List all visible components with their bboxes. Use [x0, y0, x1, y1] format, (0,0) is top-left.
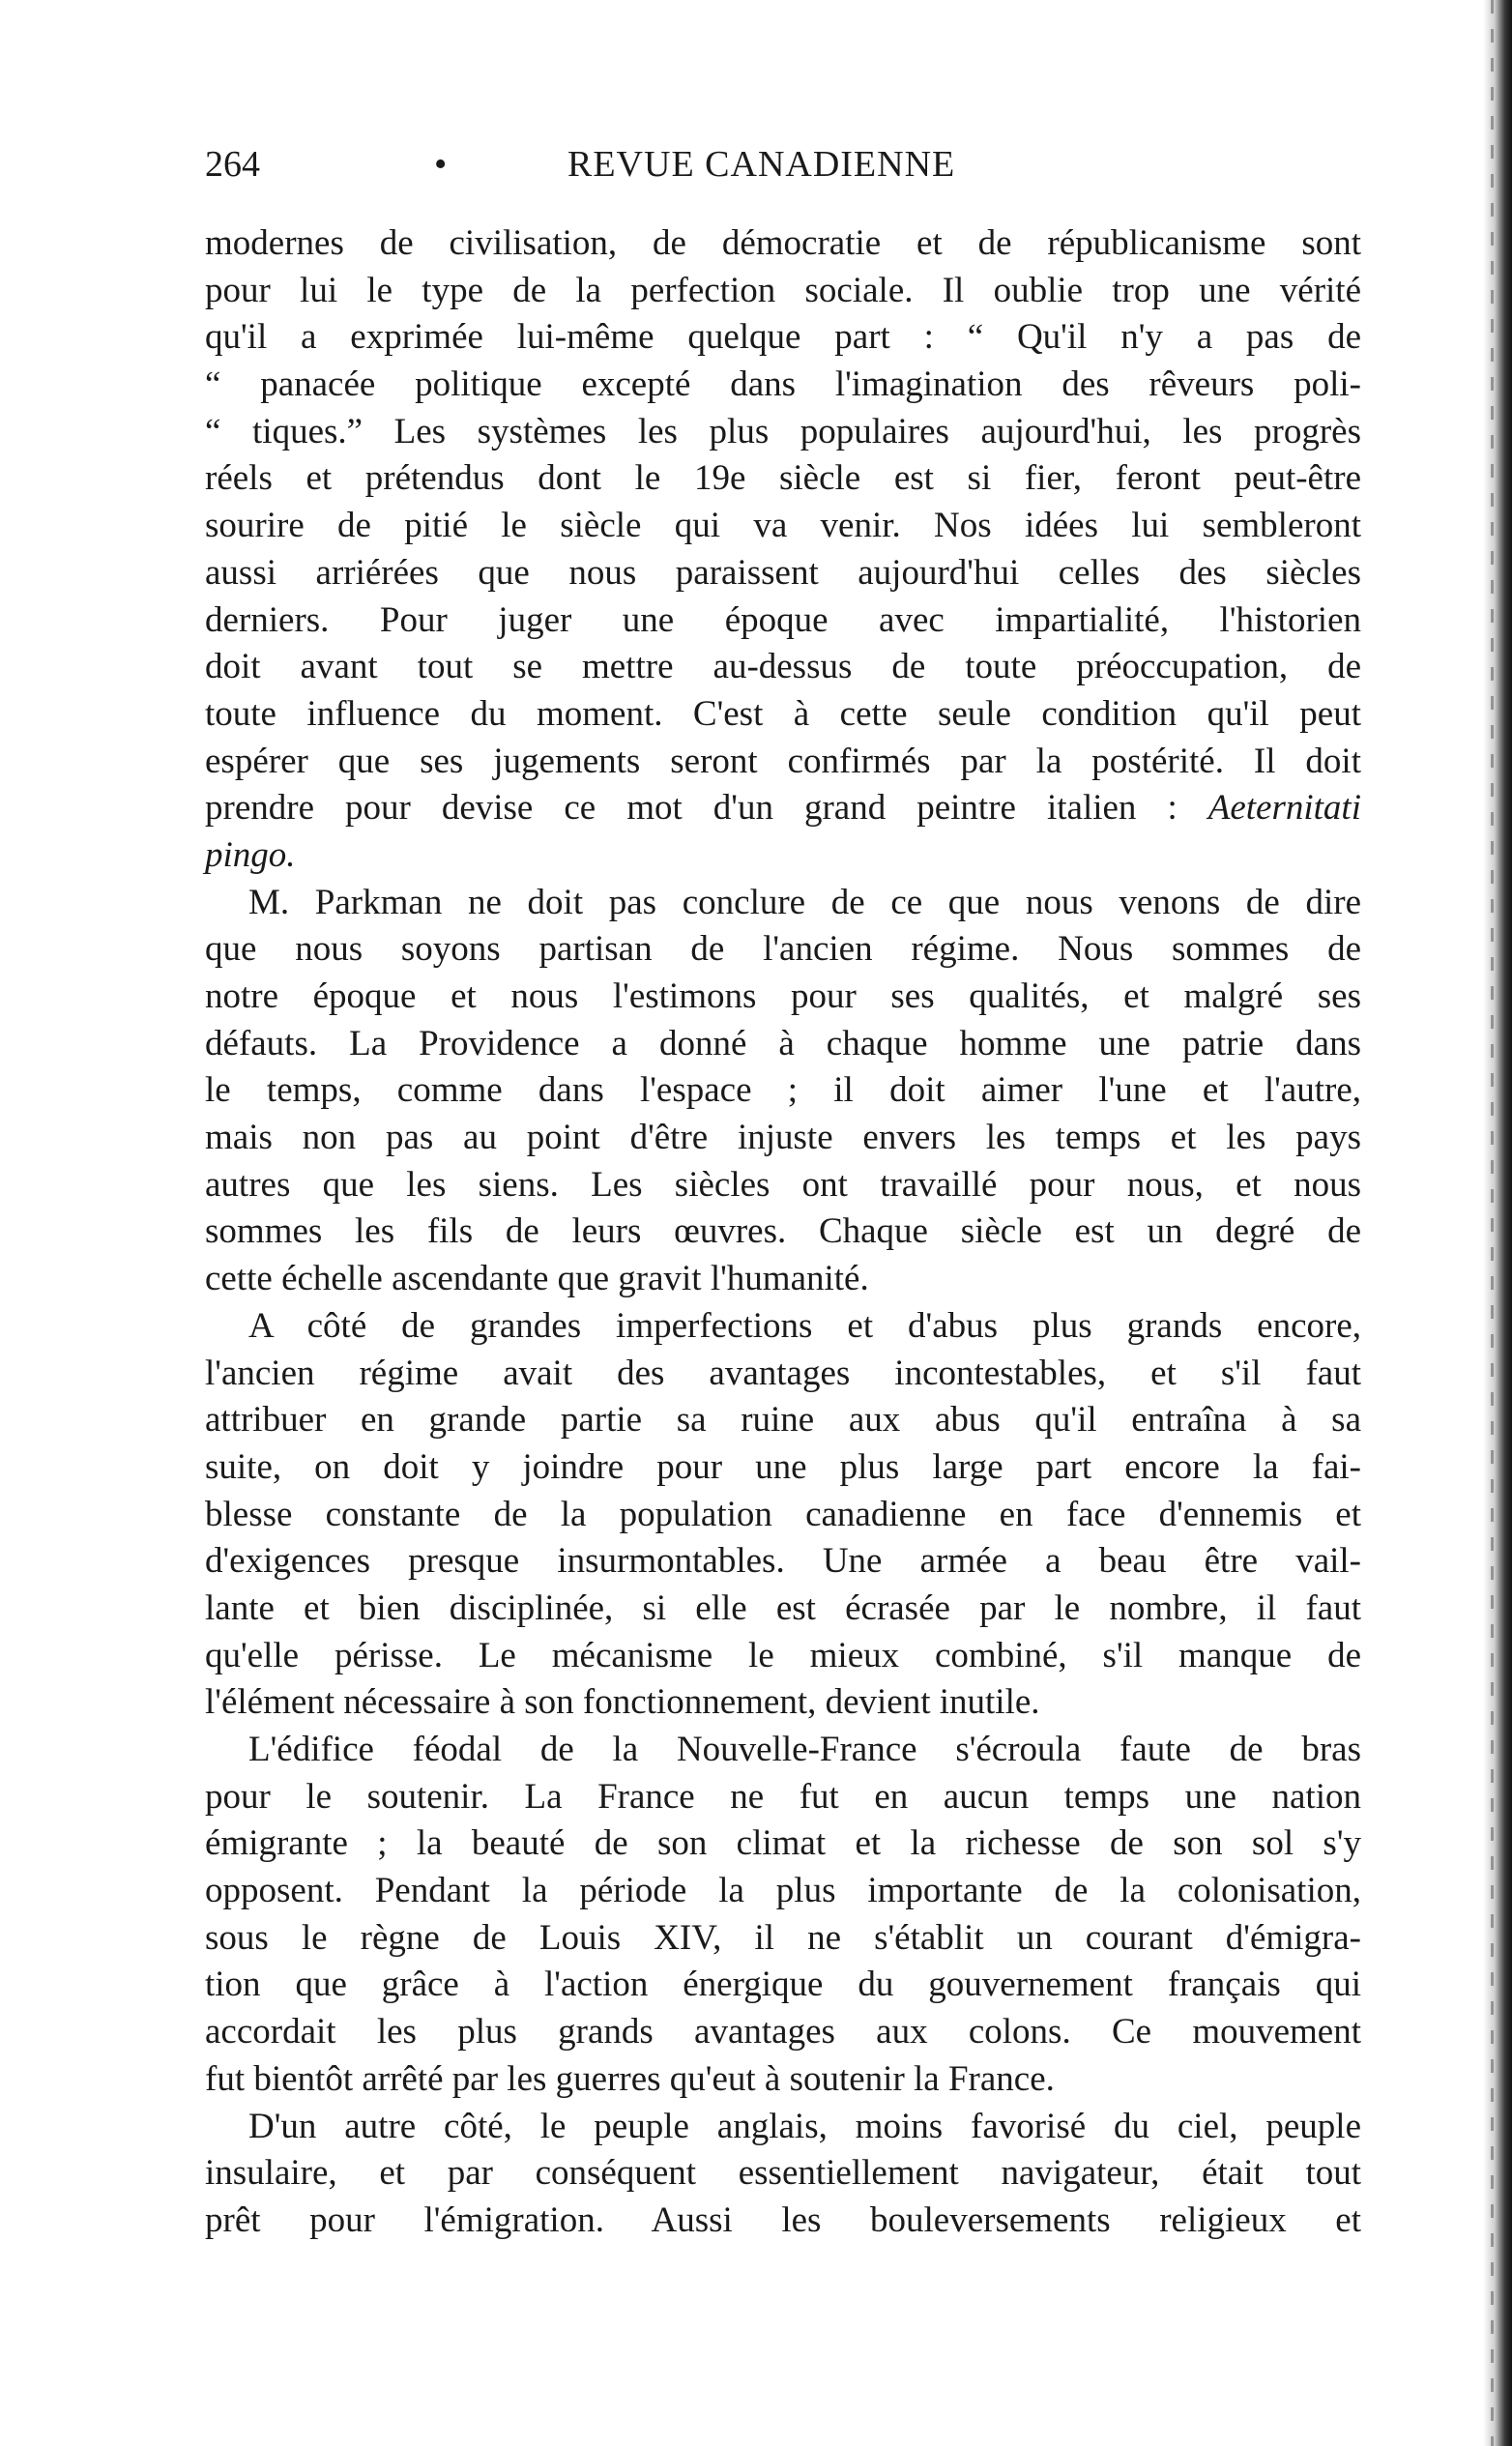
text-line: d'exigences presque insurmontables. Une armée a beau être vail-: [205, 1541, 1361, 1582]
text-line: pour le soutenir. La France ne fut en aucun temps une nation: [205, 1776, 1361, 1817]
text-line: M. Parkman ne doit pas conclure de ce que nous venons de dire: [248, 882, 1361, 922]
text-line-with-italic: [205, 785, 1361, 832]
header-dot: •: [434, 144, 448, 185]
text-line: défauts. La Providence a donné à chaque homme une patrie dans: [205, 1023, 1361, 1063]
paragraph-2: [205, 880, 1361, 1303]
text-line: réels et prétendus dont le 19e siècle est si fier, feront peut-être: [205, 458, 1361, 499]
text-line: espérer que ses jugements seront confirmés par la postérité. Il doit: [205, 741, 1361, 781]
text-line: autres que les siens. Les siècles ont travaillé pour nous, et nous: [205, 1164, 1361, 1205]
text-line: suite, on doit y joindre pour une plus large part encore la fai-: [205, 1446, 1361, 1487]
text-line: l'élément nécessaire à son fonctionnement, devient inutile.: [205, 1682, 1040, 1723]
text-line: blesse constante de la population canadienne en face d'ennemis et: [205, 1494, 1361, 1534]
text-line: mais non pas au point d'être injuste envers les temps et les pays: [205, 1118, 1361, 1158]
text-line: émigrante ; la beauté de son climat et la richesse de son sol s'y: [205, 1823, 1361, 1864]
running-header: [205, 143, 1365, 193]
text-line: toute influence du moment. C'est à cette seule condition qu'il peut: [205, 693, 1361, 734]
paragraph-4: [205, 1727, 1361, 2104]
text-line: pingo.: [205, 834, 296, 875]
text-line: attribuer en grande partie sa ruine aux abus qu'il entraîna à sa: [205, 1400, 1361, 1441]
paragraph-1: [205, 220, 1361, 880]
text-line: que nous soyons partisan de l'ancien régime. Nous sommes de: [205, 929, 1361, 970]
text-line: accordait les plus grands avantages aux colons. Ce mouvement: [205, 2012, 1361, 2053]
text-line: qu'elle périsse. Le mécanisme le mieux combiné, s'il manque de: [205, 1635, 1361, 1675]
text-line: fut bientôt arrêté par les guerres qu'eut à soutenir la France.: [205, 2058, 1055, 2099]
text-line: derniers. Pour juger une époque avec impartialité, l'historien: [205, 599, 1361, 640]
text-line: L'édifice féodal de la Nouvelle-France s'écroula faute de bras: [248, 1730, 1361, 1769]
text-line: cette échelle ascendante que gravit l'humanité.: [205, 1259, 869, 1299]
text-line: le temps, comme dans l'espace ; il doit aimer l'une et l'autre,: [205, 1070, 1361, 1111]
text-line: lante et bien disciplinée, si elle est écrasée par le nombre, il faut: [205, 1587, 1361, 1628]
page-binding-edge: [1483, 0, 1512, 2446]
running-title: REVUE CANADIENNE: [567, 144, 956, 185]
text-line: D'un autre côté, le peuple anglais, moins favorisé du ciel, peuple: [248, 2106, 1361, 2146]
text-line: l'ancien régime avait des avantages incontestables, et s'il faut: [205, 1353, 1361, 1393]
text-line: insulaire, et par conséquent essentiellement navigateur, était tout: [205, 2153, 1361, 2194]
text-line: “ panacée politique excepté dans l'imagination des rêveurs poli-: [205, 364, 1361, 405]
text-line: sommes les fils de leurs œuvres. Chaque siècle est un degré de: [205, 1211, 1361, 1252]
text-line: doit avant tout se mettre au-dessus de toute préoccupation, de: [205, 647, 1361, 687]
text-line: pour lui le type de la perfection sociale. Il oublie trop une vérité: [205, 270, 1361, 310]
text-line: opposent. Pendant la période la plus importante de la colonisation,: [205, 1871, 1361, 1911]
text-line: tion que grâce à l'action énergique du gouvernement français qui: [205, 1965, 1361, 2005]
paragraph-3: [205, 1303, 1361, 1727]
text-line: sourire de pitié le siècle qui va venir. Nos idées lui sembleront: [205, 506, 1361, 546]
text-line: prêt pour l'émigration. Aussi les bouleversements religieux et: [205, 2199, 1361, 2240]
body-text: [205, 220, 1361, 2245]
text-line: notre époque et nous l'estimons pour ses qualités, et malgré ses: [205, 976, 1361, 1016]
text-line: A côté de grandes imperfections et d'abus plus grands encore,: [248, 1305, 1361, 1346]
italic-motto: Aeternitati: [1207, 788, 1361, 829]
text-line: qu'il a exprimée lui-même quelque part : “ Qu'il n'y a pas de: [205, 317, 1361, 358]
paragraph-5: [205, 2104, 1361, 2245]
text-line: modernes de civilisation, de démocratie et de républicanisme sont: [205, 223, 1361, 263]
text-line: aussi arriérées que nous paraissent aujourd'hui celles des siècles: [205, 552, 1361, 593]
page-number: 264: [205, 144, 260, 185]
text-line-start: prendre pour devise ce mot d'un grand peintre italien :: [205, 788, 1178, 829]
text-line: “ tiques.” Les systèmes les plus populaires aujourd'hui, les progrès: [205, 411, 1361, 451]
text-line: sous le règne de Louis XIV, il ne s'établit un courant d'émigra-: [205, 1917, 1361, 1958]
